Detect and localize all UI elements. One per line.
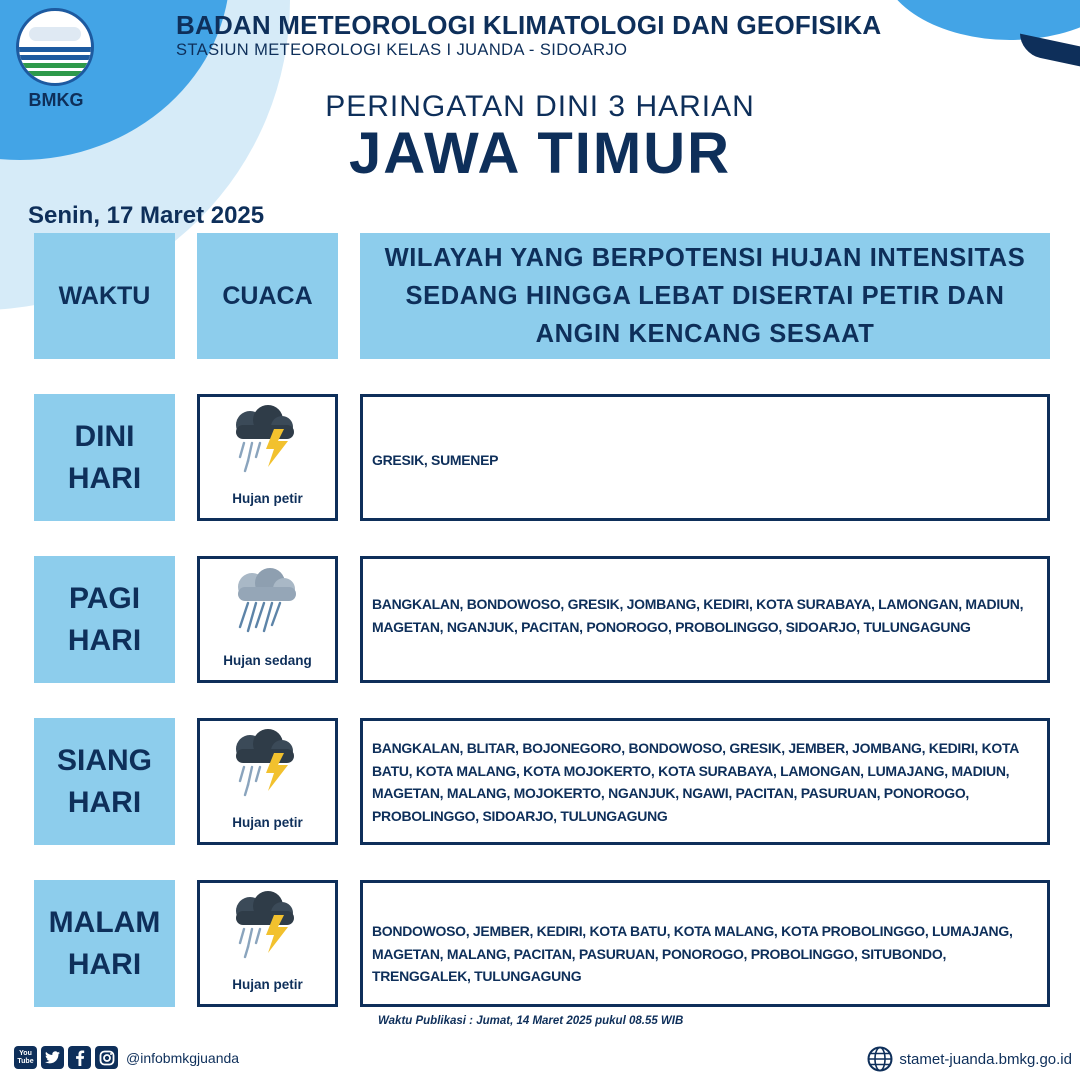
- header-cuaca: CUACA: [197, 233, 338, 359]
- time-cell-siang-hari: [34, 718, 175, 845]
- weather-cell-siang-hari: [197, 718, 338, 845]
- area-cell-dini-hari: [360, 394, 1050, 521]
- weather-cell-malam-hari: [197, 880, 338, 1007]
- publication-time: Waktu Publikasi : Jumat, 14 Maret 2025 pukul 08.55 WIB: [378, 1015, 684, 1027]
- social-handle[interactable]: @infobmkgjuanda: [126, 1049, 240, 1066]
- website-bar: [867, 1046, 1072, 1072]
- moderate-rain-icon: [222, 567, 306, 637]
- thunderstorm-icon: [222, 729, 306, 799]
- youtube-icon[interactable]: You Tube: [14, 1046, 37, 1069]
- time-label-line1: MALAM: [48, 905, 161, 939]
- area-list: BONDOWOSO, JEMBER, KEDIRI, KOTA BATU, KOTA MALANG, KOTA PROBOLINGGO, LUMAJANG, MAGETAN, MALANG, PACITAN, PASURUAN, PONOROGO, PROBOLINGGO, SITUBONDO, TRENGGALEK, TULUNGAGUNG: [372, 923, 1013, 984]
- time-cell-dini-hari: [34, 394, 175, 521]
- social-bar: [14, 1046, 239, 1069]
- twitter-icon[interactable]: [41, 1046, 64, 1069]
- thunderstorm-icon: [222, 405, 306, 475]
- background-arc-top-right: [880, 0, 1080, 40]
- weather-label: Hujan petir: [232, 815, 303, 830]
- area-list: BANGKALAN, BONDOWOSO, GRESIK, JOMBANG, KEDIRI, KOTA SURABAYA, LAMONGAN, MADIUN, MAGETAN, NGANJUK, PACITAN, PONOROGO, PROBOLINGGO, SIDOARJO, TULUNGAGUNG: [372, 596, 1024, 635]
- weather-label: Hujan petir: [232, 977, 303, 992]
- agency-title: BADAN METEOROLOGI KLIMATOLOGI DAN GEOFISIKA: [176, 10, 882, 40]
- time-cell-pagi-hari: [34, 556, 175, 683]
- region-title: JAWA TIMUR: [349, 121, 731, 186]
- time-label-line2: HARI: [67, 947, 142, 981]
- instagram-icon[interactable]: [95, 1046, 118, 1069]
- bmkg-emblem: [16, 8, 94, 86]
- area-cell-pagi-hari: [360, 556, 1050, 683]
- area-cell-malam-hari: [360, 880, 1050, 1007]
- logo-text: BMKG: [28, 90, 84, 110]
- weather-label: Hujan sedang: [223, 653, 312, 668]
- area-list: GRESIK, SUMENEP: [372, 452, 499, 468]
- time-label-line2: HARI: [67, 461, 142, 495]
- time-label-line1: SIANG: [56, 743, 152, 777]
- station-subtitle: STASIUN METEOROLOGI KELAS I JUANDA - SIDOARJO: [176, 41, 628, 59]
- background-stripe-top-right: [1020, 34, 1080, 67]
- time-cell-malam-hari: [34, 880, 175, 1007]
- globe-icon: [867, 1046, 893, 1072]
- time-label-line1: PAGI: [68, 581, 141, 615]
- thunderstorm-icon: [222, 891, 306, 961]
- weather-cell-pagi-hari: [197, 556, 338, 683]
- time-label-line1: DINI: [74, 419, 135, 453]
- weather-cell-dini-hari: [197, 394, 338, 521]
- facebook-icon[interactable]: [68, 1046, 91, 1069]
- header-wilayah: WILAYAH YANG BERPOTENSI HUJAN INTENSITAS SEDANG HINGGA LEBAT DISERTAI PETIR DAN ANGIN KENCANG SESAAT: [360, 233, 1050, 359]
- warning-subtitle: PERINGATAN DINI 3 HARIAN: [325, 90, 755, 123]
- time-label-line2: HARI: [67, 785, 142, 819]
- forecast-date: Senin, 17 Maret 2025: [28, 202, 265, 229]
- area-list: BANGKALAN, BLITAR, BOJONEGORO, BONDOWOSO, GRESIK, JEMBER, JOMBANG, KEDIRI, KOTA BATU, KOTA MALANG, KOTA MOJOKERTO, KOTA SURABAYA, LAMONGAN, LUMAJANG, MADIUN, MAGETAN, MALANG, MOJOKERTO, NGANJUK, NGAWI, PACITAN, PASURUAN, PONOROGO, PROBOLINGGO, SIDOARJO, TULUNGAGUNG: [372, 740, 1019, 824]
- time-label-line2: HARI: [67, 623, 142, 657]
- header-waktu: WAKTU: [34, 233, 175, 359]
- weather-label: Hujan petir: [232, 491, 303, 506]
- area-cell-siang-hari: [360, 718, 1050, 845]
- website-link[interactable]: stamet-juanda.bmkg.go.id: [899, 1050, 1072, 1068]
